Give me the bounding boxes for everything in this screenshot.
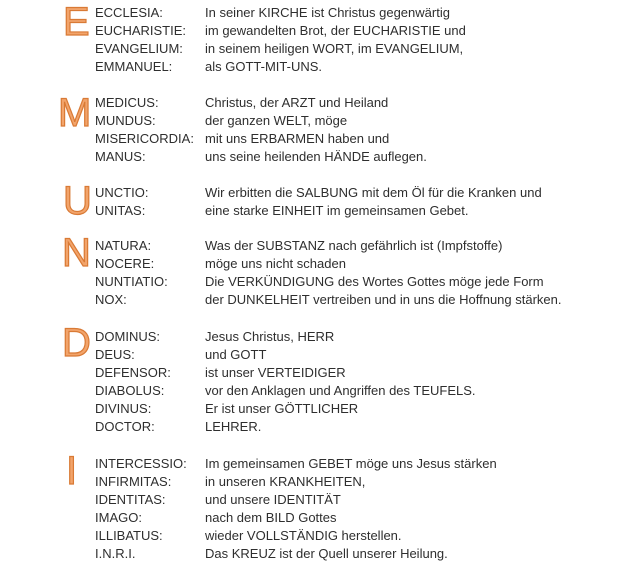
list-item (0, 130, 619, 148)
list-item (0, 455, 619, 473)
latin-term: UNCTIO: (95, 185, 149, 200)
german-text: mit uns ERBARMEN haben und (205, 131, 390, 146)
german-text: der DUNKELHEIT vertreiben und in uns die Hoffnung stärken. (205, 292, 562, 307)
latin-term: MUNDUS: (95, 113, 156, 128)
latin-term: EUCHARISTIE: (95, 23, 187, 38)
list-item (0, 382, 619, 400)
latin-term: ECCLESIA: (95, 5, 163, 20)
list-item (0, 202, 619, 220)
latin-term: DOCTOR: (95, 419, 155, 434)
list-item (0, 4, 619, 22)
list-item (0, 40, 619, 58)
german-text: ist unser VERTEIDIGER (205, 365, 346, 380)
latin-term: DEUS: (95, 347, 135, 362)
german-text: Die VERKÜNDIGUNG des Wortes Gottes möge jede Form (205, 274, 544, 289)
latin-term: ILLIBATUS: (95, 528, 163, 543)
list-item (0, 148, 619, 166)
latin-term: IDENTITAS: (95, 492, 166, 507)
latin-term: INTERCESSIO: (95, 456, 187, 471)
list-item (0, 491, 619, 509)
latin-term: IMAGO: (95, 510, 142, 525)
german-text: uns seine heilenden HÄNDE auflegen. (205, 149, 427, 164)
initial-letter-u: U (63, 179, 92, 223)
list-item (0, 328, 619, 346)
list-item (0, 400, 619, 418)
german-text: als GOTT-MIT-UNS. (205, 59, 322, 74)
german-text: Christus, der ARZT und Heiland (205, 95, 389, 110)
latin-term: MANUS: (95, 149, 146, 164)
german-text: und GOTT (205, 347, 267, 362)
german-text: Was der SUBSTANZ nach gefährlich ist (Impfstoffe) (205, 238, 503, 253)
initial-letter-n: N (62, 231, 91, 275)
list-item (0, 112, 619, 130)
latin-term: MEDICUS: (95, 95, 159, 110)
german-text: und unsere IDENTITÄT (205, 492, 341, 507)
german-text: LEHRER. (205, 419, 262, 434)
list-item (0, 418, 619, 436)
german-text: in seinem heiligen WORT, im EVANGELIUM, (205, 41, 464, 56)
list-item (0, 184, 619, 202)
latin-term: DIVINUS: (95, 401, 152, 416)
german-text: im gewandelten Brot, der EUCHARISTIE und (205, 23, 466, 38)
latin-term: I.N.R.I. (95, 546, 136, 561)
german-text: Er ist unser GÖTTLICHER (205, 401, 359, 416)
latin-term: MISERICORDIA: (95, 131, 194, 146)
latin-term: NATURA: (95, 238, 152, 253)
list-item (0, 22, 619, 40)
german-text: vor den Anklagen und Angriffen des TEUFELS. (205, 383, 476, 398)
list-item (0, 58, 619, 76)
latin-term: NUNTIATIO: (95, 274, 168, 289)
latin-term: DEFENSOR: (95, 365, 171, 380)
list-item (0, 255, 619, 273)
latin-term: EVANGELIUM: (95, 41, 183, 56)
initial-letter-e: E (63, 0, 90, 44)
german-text: Im gemeinsamen GEBET möge uns Jesus stärken (205, 456, 497, 471)
latin-term: DIABOLUS: (95, 383, 165, 398)
german-text: Wir erbitten die SALBUNG mit dem Öl für die Kranken und (205, 185, 542, 200)
list-item (0, 545, 619, 563)
initial-letter-m: M (58, 91, 92, 135)
initial-letter-i: I (66, 449, 78, 493)
german-text: Jesus Christus, HERR (205, 329, 335, 344)
list-item (0, 527, 619, 545)
german-text: möge uns nicht schaden (205, 256, 346, 271)
list-item (0, 94, 619, 112)
german-text: wieder VOLLSTÄNDIG herstellen. (205, 528, 402, 543)
latin-term: DOMINUS: (95, 329, 160, 344)
latin-term: INFIRMITAS: (95, 474, 172, 489)
list-item (0, 364, 619, 382)
latin-term: UNITAS: (95, 203, 146, 218)
german-text: In seiner KIRCHE ist Christus gegenwärtig (205, 5, 450, 20)
german-text: Das KREUZ ist der Quell unserer Heilung. (205, 546, 448, 561)
list-item (0, 473, 619, 491)
latin-term: NOCERE: (95, 256, 155, 271)
german-text: der ganzen WELT, möge (205, 113, 348, 128)
german-text: nach dem BILD Gottes (205, 510, 337, 525)
german-text: in unseren KRANKHEITEN, (205, 474, 366, 489)
initial-letter-d: D (62, 321, 91, 365)
list-item (0, 509, 619, 527)
latin-term: NOX: (95, 292, 127, 307)
list-item (0, 237, 619, 255)
list-item (0, 346, 619, 364)
german-text: eine starke EINHEIT im gemeinsamen Gebet. (205, 203, 469, 218)
latin-term: EMMANUEL: (95, 59, 173, 74)
list-item (0, 291, 619, 309)
list-item (0, 273, 619, 291)
